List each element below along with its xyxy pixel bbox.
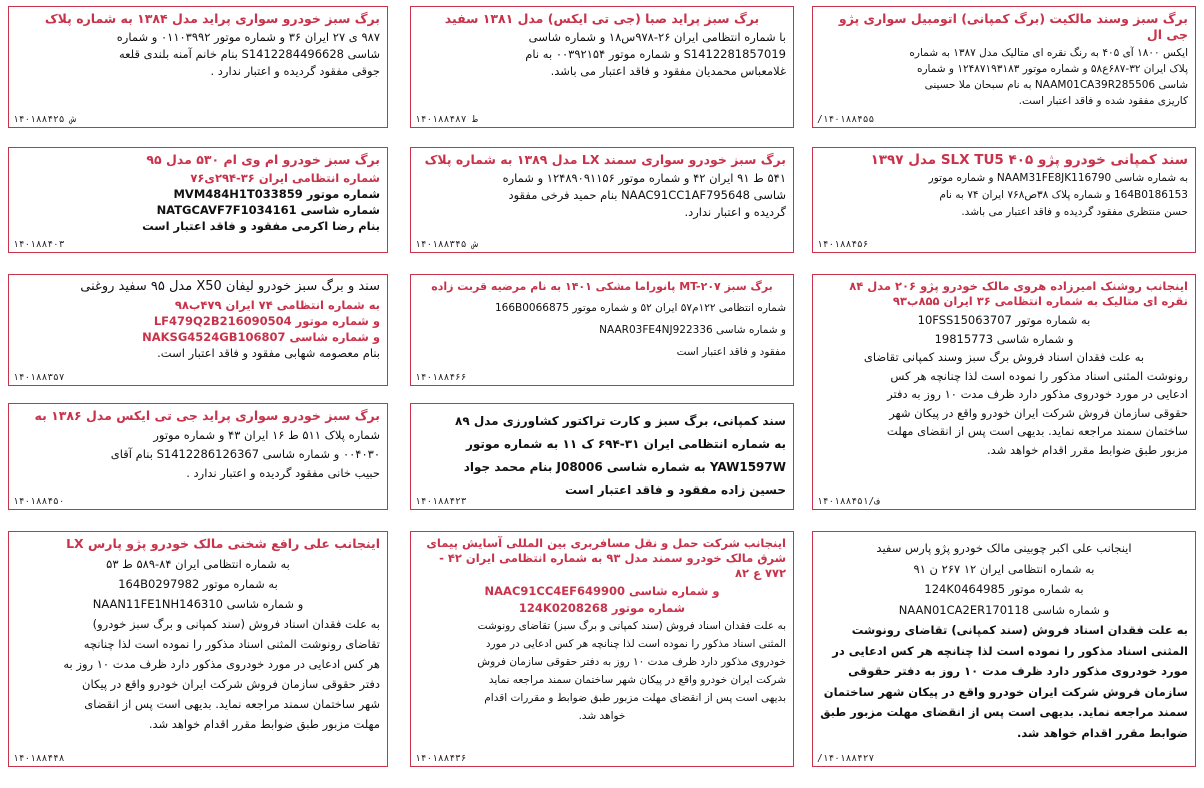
ad-box <box>8 147 388 253</box>
ad-box <box>8 6 388 128</box>
ad-body: اینجانب علی اکبر چوبینی مالک خودرو پژو پارس سفید به شماره انتظامی ایران ۱۲ ۲۶۷ ن ۹۱ به شماره موتور 124K0464985 و شماره شاسی NAAN01CA2ER170118 به علت فقدان اسناد فروش (سند کمپانی) تقاضای رونوشت المثنی اسناد مذکور را نموده است لذا چنانچه هر کس ادعایی در مورد خودروی مذکور دارد ظرف مدت ۱۰ روز به دفتر حقوقی سازمان فروش شرکت ایران خودرو واقع در پیکان شهر ساختمان سمند مراجعه نماید. بدیهی است پس از انقضای مهلت مزبور طبق ضوابط مقرر اقدام خواهد شد. <box>820 541 1188 740</box>
ad-title: سند و برگ سبز خودرو لیفان X50 مدل ۹۵ سفید روغنی <box>80 279 380 294</box>
ad-code: ۱۴۰۱۸۸۴۵۶ <box>817 239 869 250</box>
ad-title: سند کمپانی خودرو پژو ۴۰۵ SLX TU5 مدل ۱۳۹۷ <box>870 152 1188 168</box>
ad-title: اینجانب روشنک امیرزاده هروی مالک خودرو پژو ۲۰۶ مدل ۸۴ نقره ای متالیک به شماره انتظامی ۳۶ ایران ۸۵۵ب۹۳ <box>849 279 1188 308</box>
ad-code: ۱۴۰۱۸۸۴۲۳ <box>415 496 467 507</box>
ad-body: به شماره شاسی NAAM31FE8JK116790 و شماره موتور 164B0186153 و شماره پلاک ۳۸ص۷۶۸ ایران ۷۴ به نام حسن منتظری مفقود گردیده و فاقد اعتبار می باشد. <box>928 172 1188 218</box>
ad-box <box>410 274 794 386</box>
ad-title: برگ سبز خودرو سواری پراید مدل ۱۳۸۴ به شماره پلاک <box>44 11 380 26</box>
ad-box <box>410 531 794 767</box>
ad-title: اینجانب علی رافع شخنی مالک خودرو پژو پارس LX <box>66 536 380 551</box>
ad-body: سند کمپانی، برگ سبز و کارت تراکتور کشاورزی مدل ۸۹ به شماره انتظامی ایران ۳۱-۶۹۴ ک ۱۱ به شماره موتور YAW1597W به شماره شاسی J08006 بنام محمد جواد حسین زاده مفقود و فاقد اعتبار است <box>455 414 786 497</box>
ad-code: /۱۴۰۱۸۸۴۲۷ <box>817 753 875 764</box>
ad-title: برگ سبز پراید صبا (جی تی ایکس) مدل ۱۳۸۱ سفید <box>444 11 760 26</box>
ad-box <box>8 274 388 386</box>
ad-code: ۱۴۰۱۸۸۴۶۶ <box>415 372 467 383</box>
ad-body: به شماره انتظامی ایران ۸۴-۵۸۹ ط ۵۳ به شماره موتور 164B0297982 و شماره شاسی NAAN11FE1NH146310 به علت فقدان اسناد فروش (سند کمپانی و برگ سبز خودرو) تقاضای رونوشت المثنی اسناد مذکور را نموده است لذا چنانچه هر کس ادعایی در مورد خودروی مذکور دارد ظرف مدت ۱۰ روز به دفتر حقوقی سازمان فروش شرکت ایران خودرو واقع در پیکان شهر ساختمان سمند مراجعه نماید. بدیهی است پس از انقضای مهلت مزبور طبق ضوابط مقرر اقدام خواهد شد. <box>63 557 380 731</box>
ad-box <box>812 531 1196 767</box>
ad-code: ۱۴۰۱۸۸۴۵۰ <box>13 496 65 507</box>
ad-box <box>812 6 1196 128</box>
ad-body: به علت فقدان اسناد فروش (سند کمپانی و برگ سبز) تقاضای رونوشت المثنی اسناد مذکور را نموده است لذا چنانچه هر کس ادعایی در مورد خودروی مذکور دارد ظرف مدت ۱۰ روز به دفتر حقوقی سازمان فروش شرکت ایران خودرو واقع در پیکان شهر ساختمان سمند مراجعه نماید بدیهی است پس از انقضای مهلت مزبور طبق ضوابط و مقررات اقدام خواهد شد. <box>477 620 786 722</box>
ad-body: با شماره انتظامی ایران ۲۶-۹۷۸س۱۸ و شماره شاسی S1412281857019 و شماره موتور ۰۰۳۹۲۱۵۴ به نام غلامعباس محمدیان مفقود و فاقد اعتبار می باشد. <box>525 30 786 78</box>
ad-box <box>410 403 794 510</box>
ad-body: ۹۸۷ ی ۲۷ ایران ۳۶ و شماره موتور ۰۱۱۰۳۹۹۲ و شماره شاسی S1412284496628 بنام خانم آمنه بلندی قلعه جوقی مفقود گردیده و اعتبار ندارد . <box>116 30 380 78</box>
ad-title: برگ سبز وسند مالکیت (برگ کمپانی) اتومبیل سواری پژو جی ال <box>838 11 1188 42</box>
ad-code: ف/۱۴۰۱۸۸۴۵۱ <box>817 496 880 507</box>
ad-box <box>8 531 388 767</box>
ad-title: اینجانب شرکت حمل و نقل مسافربری بین المللی آسایش پیمای شرق مالک خودرو سمند مدل ۹۳ به شماره انتظامی ایران ۴۲ - ۷۷۲ ع ۸۲ <box>426 536 786 580</box>
ad-body: به شماره انتظامی ۷۴ ایران ۴۷۹ب۹۸ و شماره موتور LF479Q2B216090504 و شماره شاسی NAKSG4524GB106807 بنام معصومه شهابی مفقود و فاقد اعتبار است. <box>142 298 380 360</box>
ad-body: شماره انتظامی ایران ۳۶-۲۹۴ی۷۶ شماره موتور MVM484H1T033859 شماره شاسی NATGCAVF7F1034161 بنام رضا اکرمی مفقود و فاقد اعتبار است <box>142 171 380 233</box>
ad-body: ایکس ۱۸۰۰ آی ۴۰۵ به رنگ نقره ای متالیک مدل ۱۳۸۷ به شماره پلاک ایران ۳۲-۶۸۷ع۵۸ و شماره موتور ۱۲۴۸۷۱۹۳۱۸۳ و شماره شاسی NAAM01CA39R285506 به نام سبحان ملا حسینی کاریزی مفقود شده و فاقد اعتبار است. <box>909 47 1188 107</box>
ad-title: برگ سبز MT-۲۰۷ پانوراما مشکی ۱۴۰۱ به نام مرضیه قربت زاده <box>431 280 773 293</box>
ad-box <box>410 6 794 128</box>
ad-code: ش ۱۴۰۱۸۸۳۴۵ <box>415 239 478 250</box>
ad-box <box>812 274 1196 510</box>
ad-code: ۱۴۰۱۸۸۴۰۳ <box>13 239 65 250</box>
ad-title: برگ سبز خودرو سواری پراید جی تی ایکس مدل ۱۳۸۶ به <box>34 408 380 423</box>
ad-code: ۱۴۰۱۸۸۴۳۶ <box>415 753 467 764</box>
ad-title: برگ سبز خودرو ام وی ام ۵۳۰ مدل ۹۵ <box>146 152 380 167</box>
ad-code: ش ۱۴۰۱۸۸۴۲۵ <box>13 114 76 125</box>
ad-body: ۵۴۱ ط ۹۱ ایران ۴۲ و شماره موتور ۱۲۴۸۹۰۹۱۱۵۶ و شماره شاسی NAAC91CC1AF795648 بنام حمید فرخی مفقود گردیده و اعتبار ندارد. <box>502 171 786 219</box>
ad-body: به شماره موتور 10FSS15063707 و شماره شاسی 19815773 به علت فقدان اسناد فروش برگ سبز وسند کمپانی تقاضای رونوشت المثنی اسناد مذکور را نموده است لذا چنانچه هر کس ادعایی در مورد خودروی مذکور دارد ظرف مدت ۱۰ روز به دفتر حقوقی سازمان فروش شرکت ایران خودرو واقع در پیکان شهر ساختمان سمند مراجعه نماید. بدیهی است پس از انقضای مهلت مزبور طبق ضوابط مقرر اقدام خواهد شد. <box>863 313 1188 457</box>
ad-box <box>410 147 794 253</box>
ad-body: و شماره شاسی NAAC91CC4EF649900 شماره موتور 124K0208268 <box>484 584 720 615</box>
ad-code: /۱۴۰۱۸۸۴۵۵ <box>817 114 875 125</box>
ad-body: شماره انتظامی ۱۲۲م۵۷ ایران ۵۲ و شماره موتور 166B0066875 و شماره شاسی NAAR03FE4NJ922336 مفقود و فاقد اعتبار است <box>495 302 786 358</box>
ad-title: برگ سبز خودرو سواری سمند LX مدل ۱۳۸۹ به شماره پلاک <box>424 152 786 167</box>
ad-box <box>812 147 1196 253</box>
ad-code: ۱۴۰۱۸۸۴۴۸ <box>13 753 65 764</box>
ad-code: ۱۴۰۱۸۸۳۵۷ <box>13 372 65 383</box>
ad-body: شماره پلاک ۵۱۱ ط ۱۶ ایران ۴۳ و شماره موتور ۰۰۴۰۳۰ و شماره شاسی S1412286126367 بنام آقای حبیب خانی مفقود گردیده و اعتبار ندارد . <box>110 428 380 480</box>
ad-code: ط ۱۴۰۱۸۸۴۸۷ <box>415 114 478 125</box>
ad-box <box>8 403 388 510</box>
